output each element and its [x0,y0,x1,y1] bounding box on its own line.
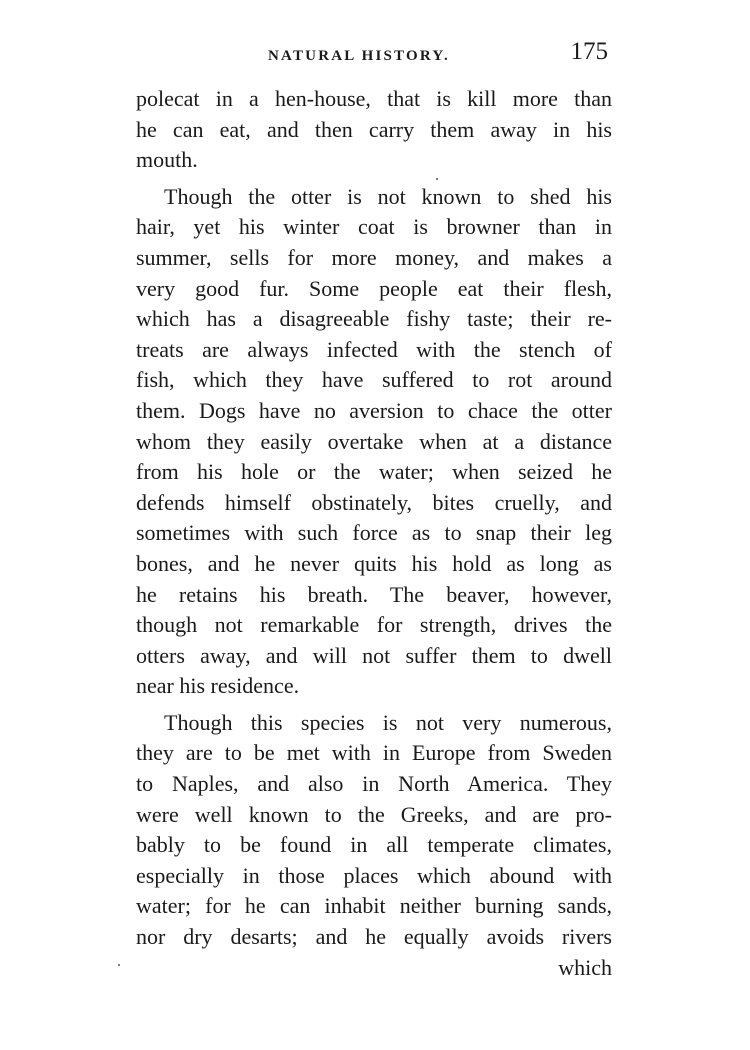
text-line: whom they easily overtake when at a distance [136,428,612,454]
print-speck [436,178,438,180]
text-line: water; for he can inhabit neither burning sands, [136,893,612,919]
text-line: very good fur. Some people eat their flesh, [136,275,612,301]
text-line: he can eat, and then carry them away in his [136,116,612,142]
text-line: hair, yet his winter coat is browner than in [136,214,612,240]
text-line: he retains his breath. The beaver, however, [136,581,612,607]
text-line: which has a disagreeable fishy taste; their re- [136,306,612,332]
text-line: near his residence. [136,673,300,699]
text-line: especially in those places which abound with [136,862,612,888]
text-line: sometimes with such force as to snap their leg [136,520,612,546]
body-text [136,84,612,983]
catchword: which [558,954,612,980]
page-header [268,38,608,74]
text-line: otters away, and will not suffer them to dwell [136,642,612,668]
text-line: though not remarkable for strength, drives the [136,612,612,638]
text-line: to Naples, and also in North America. They [136,771,612,797]
text-line: bones, and he never quits his hold as long as [136,550,612,576]
running-head: NATURAL HISTORY. [268,48,450,64]
paragraph-first-line: Though this species is not very numerous, [164,709,612,735]
text-line: treats are always infected with the stench of [136,336,612,362]
text-line: nor dry desarts; and he equally avoids rivers [136,924,612,950]
print-speck [118,964,120,966]
text-line: polecat in a hen-house, that is kill more than [136,86,612,111]
text-line: fish, which they have suffered to rot around [136,367,612,393]
text-line: bably to be found in all temperate climates, [136,832,612,858]
text-line: were well known to the Greeks, and are pro- [136,801,612,827]
text-line: summer, sells for more money, and makes a [136,244,612,270]
text-line: defends himself obstinately, bites cruelly, and [136,489,612,515]
paragraph-first-line: Though the otter is not known to shed his [164,183,612,209]
page-number: 175 [570,38,608,65]
text-line: them. Dogs have no aversion to chace the otter [136,397,612,423]
text-line: they are to be met with in Europe from Sweden [136,740,612,766]
text-line: mouth. [136,147,198,173]
text-line: from his hole or the water; when seized he [136,459,612,485]
